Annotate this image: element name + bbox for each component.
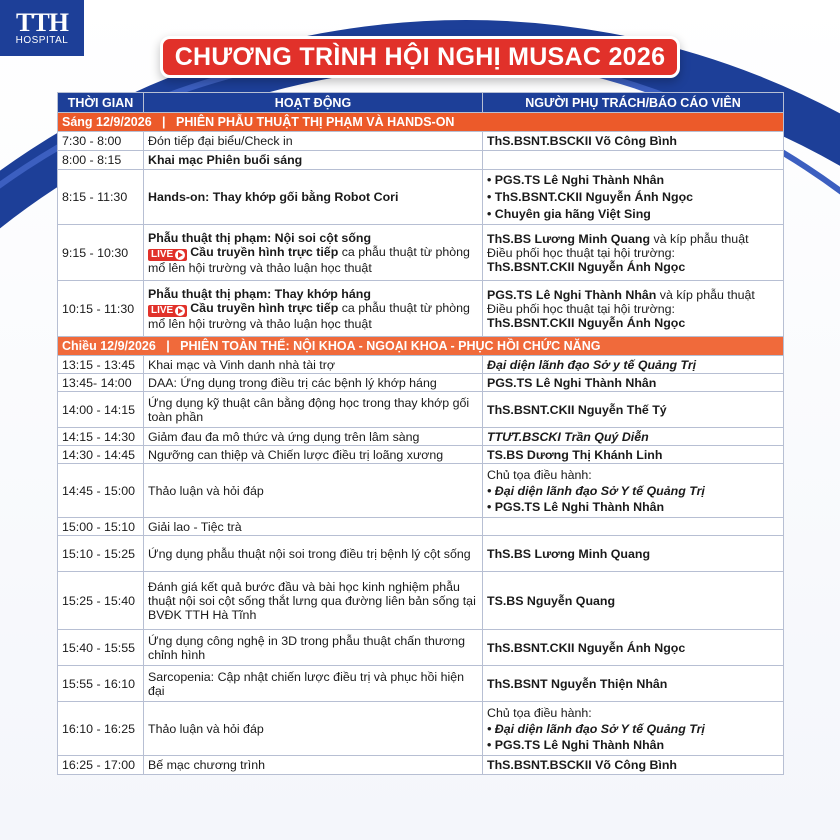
time-cell: 16:10 - 16:25 [58, 702, 144, 756]
time-cell: 13:15 - 13:45 [58, 356, 144, 374]
activity-title: Phẫu thuật thị phạm: Nội soi cột sống [148, 230, 372, 245]
time-cell: 8:15 - 11:30 [58, 170, 144, 225]
live-text: Cầu truyền hình trực tiếp [190, 300, 339, 315]
person-cell: TS.BS Nguyễn Quang [483, 572, 784, 630]
activity-cell: Thảo luận và hỏi đáp [144, 702, 483, 756]
person-list-item: • PGS.TS Lê Nghi Thành Nhân [487, 172, 779, 189]
time-cell: 15:00 - 15:10 [58, 518, 144, 536]
table-header-row [58, 93, 784, 113]
time-cell: 13:45- 14:00 [58, 374, 144, 392]
page-title: CHƯƠNG TRÌNH HỘI NGHỊ MUSAC 2026 [174, 42, 666, 71]
time-cell: 16:25 - 17:00 [58, 756, 144, 775]
coordinator-name: ThS.BSNT.CKII Nguyễn Ánh Ngọc [487, 315, 686, 330]
activity-cell: Giải lao - Tiệc trà [144, 518, 483, 536]
activity-cell: Đánh giá kết quả bước đầu và bài học kinh nghiệm phẫu thuật nội soi cột sống thắt lưng qua đường liên bản sống tại BVĐK TTH Hà Tĩnh [144, 572, 483, 630]
activity-live-desc [148, 245, 478, 275]
table-row [58, 225, 784, 281]
activity-cell: Khai mạc Phiên buổi sáng [144, 151, 483, 170]
person-cell [483, 170, 784, 225]
lead-surgeon: PGS.TS Lê Nghi Thành Nhân [487, 287, 657, 302]
header-person: NGƯỜI PHỤ TRÁCH/BÁO CÁO VIÊN [483, 93, 784, 113]
activity-cell: Thảo luận và hỏi đáp [144, 464, 483, 518]
live-text: Cầu truyền hình trực tiếp [190, 244, 339, 259]
person-list-item: • ThS.BSNT.CKII Nguyễn Ánh Ngọc [487, 189, 779, 206]
person-cell [483, 281, 784, 337]
section-row-morning [58, 113, 784, 132]
time-cell: 14:00 - 14:15 [58, 392, 144, 428]
person-cell: ThS.BSNT Nguyễn Thiện Nhân [483, 666, 784, 702]
play-icon [175, 250, 185, 260]
section-label: Chiều 12/9/2026 | PHIÊN TOÀN THỂ: NỘI KHOA - NGOẠI KHOA - PHỤC HỒI CHỨC NĂNG [58, 337, 784, 356]
table-row [58, 281, 784, 337]
person-cell: ThS.BSNT.CKII Nguyễn Ánh Ngọc [483, 630, 784, 666]
live-label: LIVE [151, 248, 174, 260]
section-label: Sáng 12/9/2026 | PHIÊN PHẪU THUẬT THỊ PHẠM VÀ HANDS-ON [58, 113, 784, 132]
table-row [58, 446, 784, 464]
time-cell: 14:45 - 15:00 [58, 464, 144, 518]
chair-label: Chủ tọa điều hành: [487, 705, 592, 720]
header-time: THỜI GIAN [58, 93, 144, 113]
coordinator-label: Điều phối học thuật tại hội trường: [487, 245, 675, 260]
live-badge [148, 305, 187, 317]
activity-live-desc [148, 301, 478, 331]
table-row [58, 170, 784, 225]
time-cell: 15:10 - 15:25 [58, 536, 144, 572]
chair-list-item: • Đại diện lãnh đạo Sở Y tế Quảng Trị [487, 721, 779, 737]
table-row [58, 464, 784, 518]
lead-rest: và kíp phẫu thuật [653, 231, 749, 246]
activity-cell: Ứng dụng công nghệ in 3D trong phẫu thuật chấn thương chỉnh hình [144, 630, 483, 666]
activity-cell: Ứng dụng phẫu thuật nội soi trong điều trị bệnh lý cột sống [144, 536, 483, 572]
table-row [58, 428, 784, 446]
header-activity: HOẠT ĐỘNG [144, 93, 483, 113]
chair-list-item: • Đại diện lãnh đạo Sở Y tế Quảng Trị [487, 483, 779, 499]
person-cell: ThS.BSNT.BSCKII Võ Công Bình [483, 132, 784, 151]
activity-cell: Ngưỡng can thiệp và Chiến lược điều trị loãng xương [144, 446, 483, 464]
person-cell: TTƯT.BSCKI Trần Quý Diễn [483, 428, 784, 446]
table-row [58, 536, 784, 572]
play-icon [175, 306, 185, 316]
person-list-item: • Chuyên gia hãng Việt Sing [487, 206, 779, 223]
table-row [58, 666, 784, 702]
live-rest-text: ca phẫu thuật từ phòng mổ lên hội trường và thảo luận học thuật [148, 244, 470, 275]
table-row [58, 151, 784, 170]
logo-main-text: TTH [16, 7, 68, 37]
activity-cell: Giảm đau đa mô thức và ứng dụng trên lâm sàng [144, 428, 483, 446]
time-cell: 15:40 - 15:55 [58, 630, 144, 666]
activity-cell: DAA: Ứng dụng trong điều trị các bệnh lý khớp háng [144, 374, 483, 392]
person-cell: ThS.BS Lương Minh Quang [483, 536, 784, 572]
time-cell: 15:55 - 16:10 [58, 666, 144, 702]
table-row [58, 756, 784, 775]
table-row [58, 356, 784, 374]
person-cell [483, 518, 784, 536]
lead-rest: và kíp phẫu thuật [659, 287, 755, 302]
time-cell: 7:30 - 8:00 [58, 132, 144, 151]
time-cell: 14:15 - 14:30 [58, 428, 144, 446]
live-label: LIVE [151, 304, 174, 316]
schedule-table [57, 92, 784, 775]
section-row-afternoon [58, 337, 784, 356]
table-row [58, 630, 784, 666]
coordinator-label: Điều phối học thuật tại hội trường: [487, 301, 675, 316]
table-row [58, 518, 784, 536]
time-cell: 10:15 - 11:30 [58, 281, 144, 337]
chair-list-item: • PGS.TS Lê Nghi Thành Nhân [487, 737, 779, 753]
person-cell: Đại diện lãnh đạo Sở y tế Quảng Trị [483, 356, 784, 374]
activity-cell [144, 225, 483, 281]
lead-surgeon: ThS.BS Lương Minh Quang [487, 231, 651, 246]
activity-cell: Bế mạc chương trình [144, 756, 483, 775]
time-cell: 9:15 - 10:30 [58, 225, 144, 281]
person-cell [483, 464, 784, 518]
activity-cell: Hands-on: Thay khớp gối bằng Robot Cori [144, 170, 483, 225]
time-cell: 8:00 - 8:15 [58, 151, 144, 170]
chair-list-item: • PGS.TS Lê Nghi Thành Nhân [487, 499, 779, 515]
table-row [58, 132, 784, 151]
table-row [58, 702, 784, 756]
table-row [58, 572, 784, 630]
activity-cell: Ứng dụng kỹ thuật cân bằng động học trong thay khớp gối toàn phần [144, 392, 483, 428]
time-cell: 15:25 - 15:40 [58, 572, 144, 630]
activity-cell: Sarcopenia: Cập nhật chiến lược điều trị và phục hồi hiện đại [144, 666, 483, 702]
time-cell: 14:30 - 14:45 [58, 446, 144, 464]
person-cell: ThS.BSNT.BSCKII Võ Công Bình [483, 756, 784, 775]
title-banner [160, 36, 680, 78]
coordinator-name: ThS.BSNT.CKII Nguyễn Ánh Ngọc [487, 259, 686, 274]
live-badge [148, 249, 187, 261]
table-row [58, 374, 784, 392]
activity-title: Phẫu thuật thị phạm: Thay khớp háng [148, 286, 371, 301]
activity-cell: Khai mạc và Vinh danh nhà tài trợ [144, 356, 483, 374]
person-cell [483, 702, 784, 756]
hospital-logo [0, 0, 84, 56]
logo-sub-text: HOSPITAL [15, 34, 69, 46]
activity-cell: Đón tiếp đại biểu/Check in [144, 132, 483, 151]
activity-cell [144, 281, 483, 337]
live-rest-text: ca phẫu thuật từ phòng mổ lên hội trường và thảo luận học thuật [148, 300, 470, 331]
person-cell [483, 225, 784, 281]
person-cell: ThS.BSNT.CKII Nguyễn Thế Tý [483, 392, 784, 428]
table-row [58, 392, 784, 428]
person-cell: TS.BS Dương Thị Khánh Linh [483, 446, 784, 464]
chair-label: Chủ tọa điều hành: [487, 467, 592, 482]
person-cell: PGS.TS Lê Nghi Thành Nhân [483, 374, 784, 392]
person-cell [483, 151, 784, 170]
